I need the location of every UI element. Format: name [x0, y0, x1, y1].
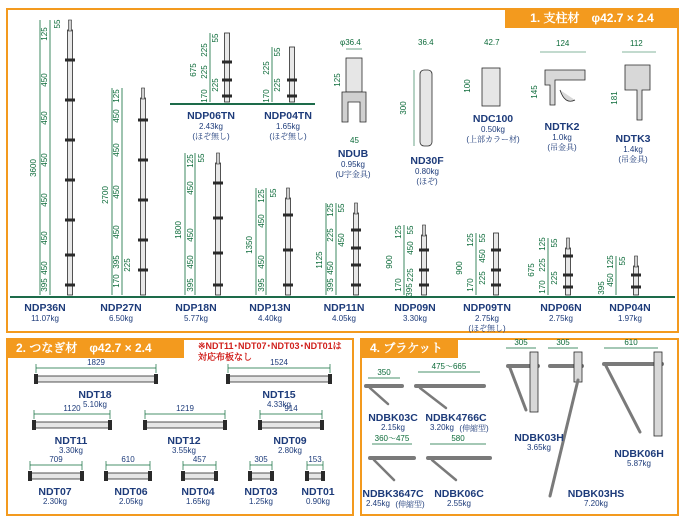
post-note: (ほぞ無し)	[468, 324, 506, 333]
post-weight: 11.07kg	[31, 314, 59, 323]
accessory-note: (U字金具)	[335, 170, 371, 179]
brace-weight: 2.05kg	[118, 497, 144, 506]
accessory-weight: 0.95kg	[340, 160, 366, 169]
post-code: NDP27N	[100, 302, 142, 314]
dimension-label: 36.4	[418, 38, 434, 47]
brace-code: NDT04	[181, 486, 215, 498]
accessory-note: (吊金具)	[547, 143, 577, 152]
dimension-label: 1219	[176, 404, 194, 413]
bracket-note: (伸縮型)	[459, 424, 489, 433]
dimension-label: 125	[112, 89, 121, 103]
dimension-label: 900	[385, 255, 394, 269]
dimension-label: 124	[556, 39, 570, 48]
dimension-label: 1524	[270, 358, 288, 367]
brace-code: NDT15	[262, 389, 296, 401]
accessory-note: (上部カラー材)	[466, 135, 520, 144]
dimension-label: 450	[257, 255, 266, 269]
dimension-label: 395	[186, 278, 195, 292]
brace-weight: 2.80kg	[277, 446, 303, 455]
bracket-note: (伸縮型)	[395, 500, 425, 509]
brace-code: NDT03	[244, 486, 278, 498]
post-weight: 2.43kg	[198, 122, 224, 131]
dimension-label: 55	[478, 233, 487, 243]
dimension-label: 450	[186, 181, 195, 195]
brace-weight: 2.30kg	[42, 497, 68, 506]
dimension-label: 1120	[63, 404, 81, 413]
brace-code: NDT06	[114, 486, 148, 498]
dimension-label: 610	[121, 455, 135, 464]
post-weight: 2.75kg	[548, 314, 574, 323]
posts-section-title: 1. 支柱材 φ42.7 × 2.4	[505, 8, 679, 28]
brace-code: NDT18	[78, 389, 112, 401]
accessory-code: NDUB	[337, 148, 369, 160]
post-code: NDP06N	[540, 302, 582, 314]
dimension-label: 112	[630, 39, 643, 48]
dimension-label: φ36.4	[340, 38, 361, 47]
dimension-label: 225	[550, 271, 559, 285]
post-weight: 1.97kg	[617, 314, 643, 323]
post-weight: 3.30kg	[402, 314, 428, 323]
accessory-code: NDTK2	[544, 121, 580, 133]
dimension-label: 450	[40, 153, 49, 167]
dimension-label: 170	[466, 278, 475, 292]
bracket-ndbk03hs-post	[574, 352, 582, 382]
dimension-label: 170	[200, 89, 209, 103]
brace-weight: 3.30kg	[58, 446, 84, 455]
post-weight: 6.50kg	[108, 314, 134, 323]
dimension-label: 450	[40, 261, 49, 275]
bracket-code: NDBK3647C	[362, 488, 424, 500]
brace-weight: 4.33kg	[266, 400, 292, 409]
dimension-label: 225	[406, 268, 415, 282]
dimension-label: 225	[200, 43, 209, 57]
dimension-label: 225	[262, 61, 271, 75]
post-code: NDP18N	[175, 302, 217, 314]
braces-section-title: 2. つなぎ材 φ42.7 × 2.4	[6, 338, 184, 358]
dimension-label: 3600	[29, 159, 38, 177]
bracket-weight: 2.15kg	[380, 423, 406, 432]
brace-code: NDT11	[54, 435, 88, 447]
post-code: NDP04TN	[264, 110, 312, 122]
dimension-label: 170	[394, 278, 403, 292]
dimension-label: 1125	[315, 251, 324, 269]
dimension-label: 225	[538, 258, 547, 272]
dimension-label: 125	[606, 255, 615, 269]
dimension-label: 55	[337, 203, 346, 213]
dimension-label: 450	[406, 241, 415, 255]
dimension-label: 450	[40, 73, 49, 87]
dimension-label: 42.7	[484, 38, 500, 47]
dimension-label: 450	[606, 273, 615, 287]
accessory-weight: 1.0kg	[552, 133, 572, 142]
dimension-label: 170	[538, 280, 547, 294]
dimension-label: 55	[53, 19, 62, 29]
accessory-code: ND30F	[410, 155, 444, 167]
dimension-label: 55	[273, 47, 282, 57]
dimension-label: 125	[186, 154, 195, 168]
dimension-label: 153	[308, 455, 322, 464]
post-code: NDP04N	[609, 302, 651, 314]
bracket-code: NDBK03H	[514, 432, 564, 444]
dimension-label: 125	[40, 27, 49, 41]
post-code: NDP36N	[24, 302, 66, 314]
dimension-label: 125	[538, 237, 547, 251]
bracket-ndbk03c-strut	[370, 388, 388, 404]
dimension-label: 675	[189, 63, 198, 77]
dimension-label: 450	[112, 185, 121, 199]
dimension-label: 360～475	[374, 434, 410, 443]
dimension-label: 914	[284, 404, 298, 413]
dimension-label: 305	[514, 338, 528, 347]
post-weight: 4.40kg	[257, 314, 283, 323]
dimension-label: 450	[326, 261, 335, 275]
brace-weight: 1.65kg	[185, 497, 211, 506]
bracket-weight: 5.87kg	[626, 459, 652, 468]
dimension-label: 305	[556, 338, 570, 347]
dimension-label: 1350	[245, 236, 254, 254]
dimension-label: 55	[618, 256, 627, 266]
dimension-label: 125	[257, 189, 266, 203]
dimension-label: 457	[192, 455, 207, 464]
dimension-label: 395	[257, 278, 266, 292]
bracket-ndbk03h-strut	[510, 368, 526, 410]
accessory-note: (吊金具)	[618, 155, 648, 164]
accessory-code: NDC100	[472, 113, 514, 125]
brace-code: NDT09	[273, 435, 307, 447]
dimension-label: 450	[112, 225, 121, 239]
dimension-label: 350	[377, 368, 391, 377]
dimension-label: 125	[394, 225, 403, 239]
dimension-label: 225	[211, 78, 220, 92]
brace-code: NDT01	[301, 486, 335, 498]
brace-weight: 1.25kg	[248, 497, 274, 506]
dimension-label: 125	[333, 73, 342, 87]
dimension-label: 45	[350, 136, 359, 145]
dimension-label: 225	[326, 228, 335, 242]
dimension-label: 900	[455, 261, 464, 275]
dimension-label: 450	[112, 109, 121, 123]
dimension-label: 225	[200, 65, 209, 79]
accessory-weight: 0.50kg	[480, 125, 506, 134]
brace-code: NDT07	[38, 486, 72, 498]
dimension-label: 305	[254, 455, 268, 464]
dimension-label: 170	[262, 89, 271, 103]
accessory-weight: 0.80kg	[414, 167, 440, 176]
post-code: NDP06TN	[187, 110, 235, 122]
dimension-label: 225	[478, 271, 487, 285]
dimension-label: 2700	[101, 186, 110, 204]
accessory-weight: 1.4kg	[623, 145, 643, 154]
dimension-label: 1800	[174, 221, 183, 239]
post-code: NDP09N	[394, 302, 436, 314]
dimension-label: 450	[112, 143, 121, 157]
dimension-label: 450	[40, 111, 49, 125]
dimension-label: 100	[463, 79, 472, 93]
dimension-label: 55	[269, 188, 278, 198]
post-code: NDP11N	[323, 302, 365, 314]
dimension-label: 395	[326, 278, 335, 292]
bracket-weight: 2.55kg	[446, 499, 472, 508]
post-note: (ほぞ無し)	[269, 132, 307, 141]
bracket-code: NDBK06H	[614, 448, 664, 460]
post-note: (ほぞ無し)	[192, 132, 230, 141]
dimension-label: 450	[186, 228, 195, 242]
brace-code: NDT12	[167, 435, 201, 447]
bracket-ndbk06c-strut	[432, 460, 456, 480]
dimension-label: 450	[337, 233, 346, 247]
dimension-label: 450	[186, 255, 195, 269]
dimension-label: 450	[40, 193, 49, 207]
bracket-weight: 2.45kg	[365, 499, 391, 508]
post-weight: 2.75kg	[474, 314, 500, 323]
dimension-label: 610	[624, 338, 638, 347]
dimension-label: 225	[123, 258, 132, 272]
dimension-label: 450	[257, 214, 266, 228]
dimension-label: 225	[273, 78, 282, 92]
dimension-label: 125	[326, 203, 335, 217]
dimension-label: 181	[610, 91, 619, 105]
dimension-label: 170	[112, 274, 121, 288]
bracket-code: NDBK4766C	[425, 412, 487, 424]
dimension-label: 450	[478, 249, 487, 263]
bracket-ndbk4766c-strut	[420, 388, 446, 408]
post-weight: 1.65kg	[275, 122, 301, 131]
post-code: NDP13N	[249, 302, 291, 314]
dimension-label: 55	[197, 153, 206, 163]
brace-weight: 3.55kg	[171, 446, 197, 455]
post-code: NDP09TN	[463, 302, 511, 314]
bracket-code: NDBK03HS	[567, 488, 625, 500]
dimension-label: 395	[597, 281, 606, 295]
bracket-weight: 3.65kg	[526, 443, 552, 452]
bracket-code: NDBK03C	[368, 412, 418, 424]
bracket-code: NDBK06C	[434, 488, 484, 500]
dimension-label: 55	[211, 33, 220, 43]
dimension-label: 475～665	[431, 362, 467, 371]
brace-weight: 0.90kg	[305, 497, 331, 506]
accessory-code: NDTK3	[615, 133, 651, 145]
bracket-ndbk06h-post	[654, 352, 662, 436]
brackets-section-title: 4. ブラケット	[360, 338, 458, 358]
braces-note: ※NDT11･NDT07･NDT03･NDT01は 対応布板なし	[198, 341, 342, 362]
accessory-note: (ほぞ)	[416, 177, 438, 186]
dimension-label: 55	[406, 225, 415, 235]
dimension-label: 709	[49, 455, 63, 464]
dimension-label: 300	[399, 101, 408, 115]
dimension-label: 145	[530, 85, 539, 99]
dimension-label: 395	[40, 278, 49, 292]
dimension-label: 395	[112, 255, 121, 269]
post-weight: 5.77kg	[183, 314, 209, 323]
bracket-weight: 3.20kg	[429, 423, 455, 432]
dimension-label: 125	[466, 233, 475, 247]
bracket-ndbk06h-strut	[606, 366, 640, 432]
dimension-label: 580	[451, 434, 465, 443]
post-weight: 4.05kg	[331, 314, 357, 323]
dimension-label: 55	[550, 238, 559, 248]
brace-weight: 5.10kg	[82, 400, 108, 409]
bracket-ndbk3647c-strut	[374, 460, 394, 480]
bracket-ndbk03h-post	[530, 352, 538, 412]
dimension-label: 675	[527, 263, 536, 277]
dimension-label: 1829	[87, 358, 105, 367]
dimension-label: 395	[405, 283, 414, 297]
dimension-label: 450	[40, 231, 49, 245]
bracket-weight: 7.20kg	[583, 499, 609, 508]
